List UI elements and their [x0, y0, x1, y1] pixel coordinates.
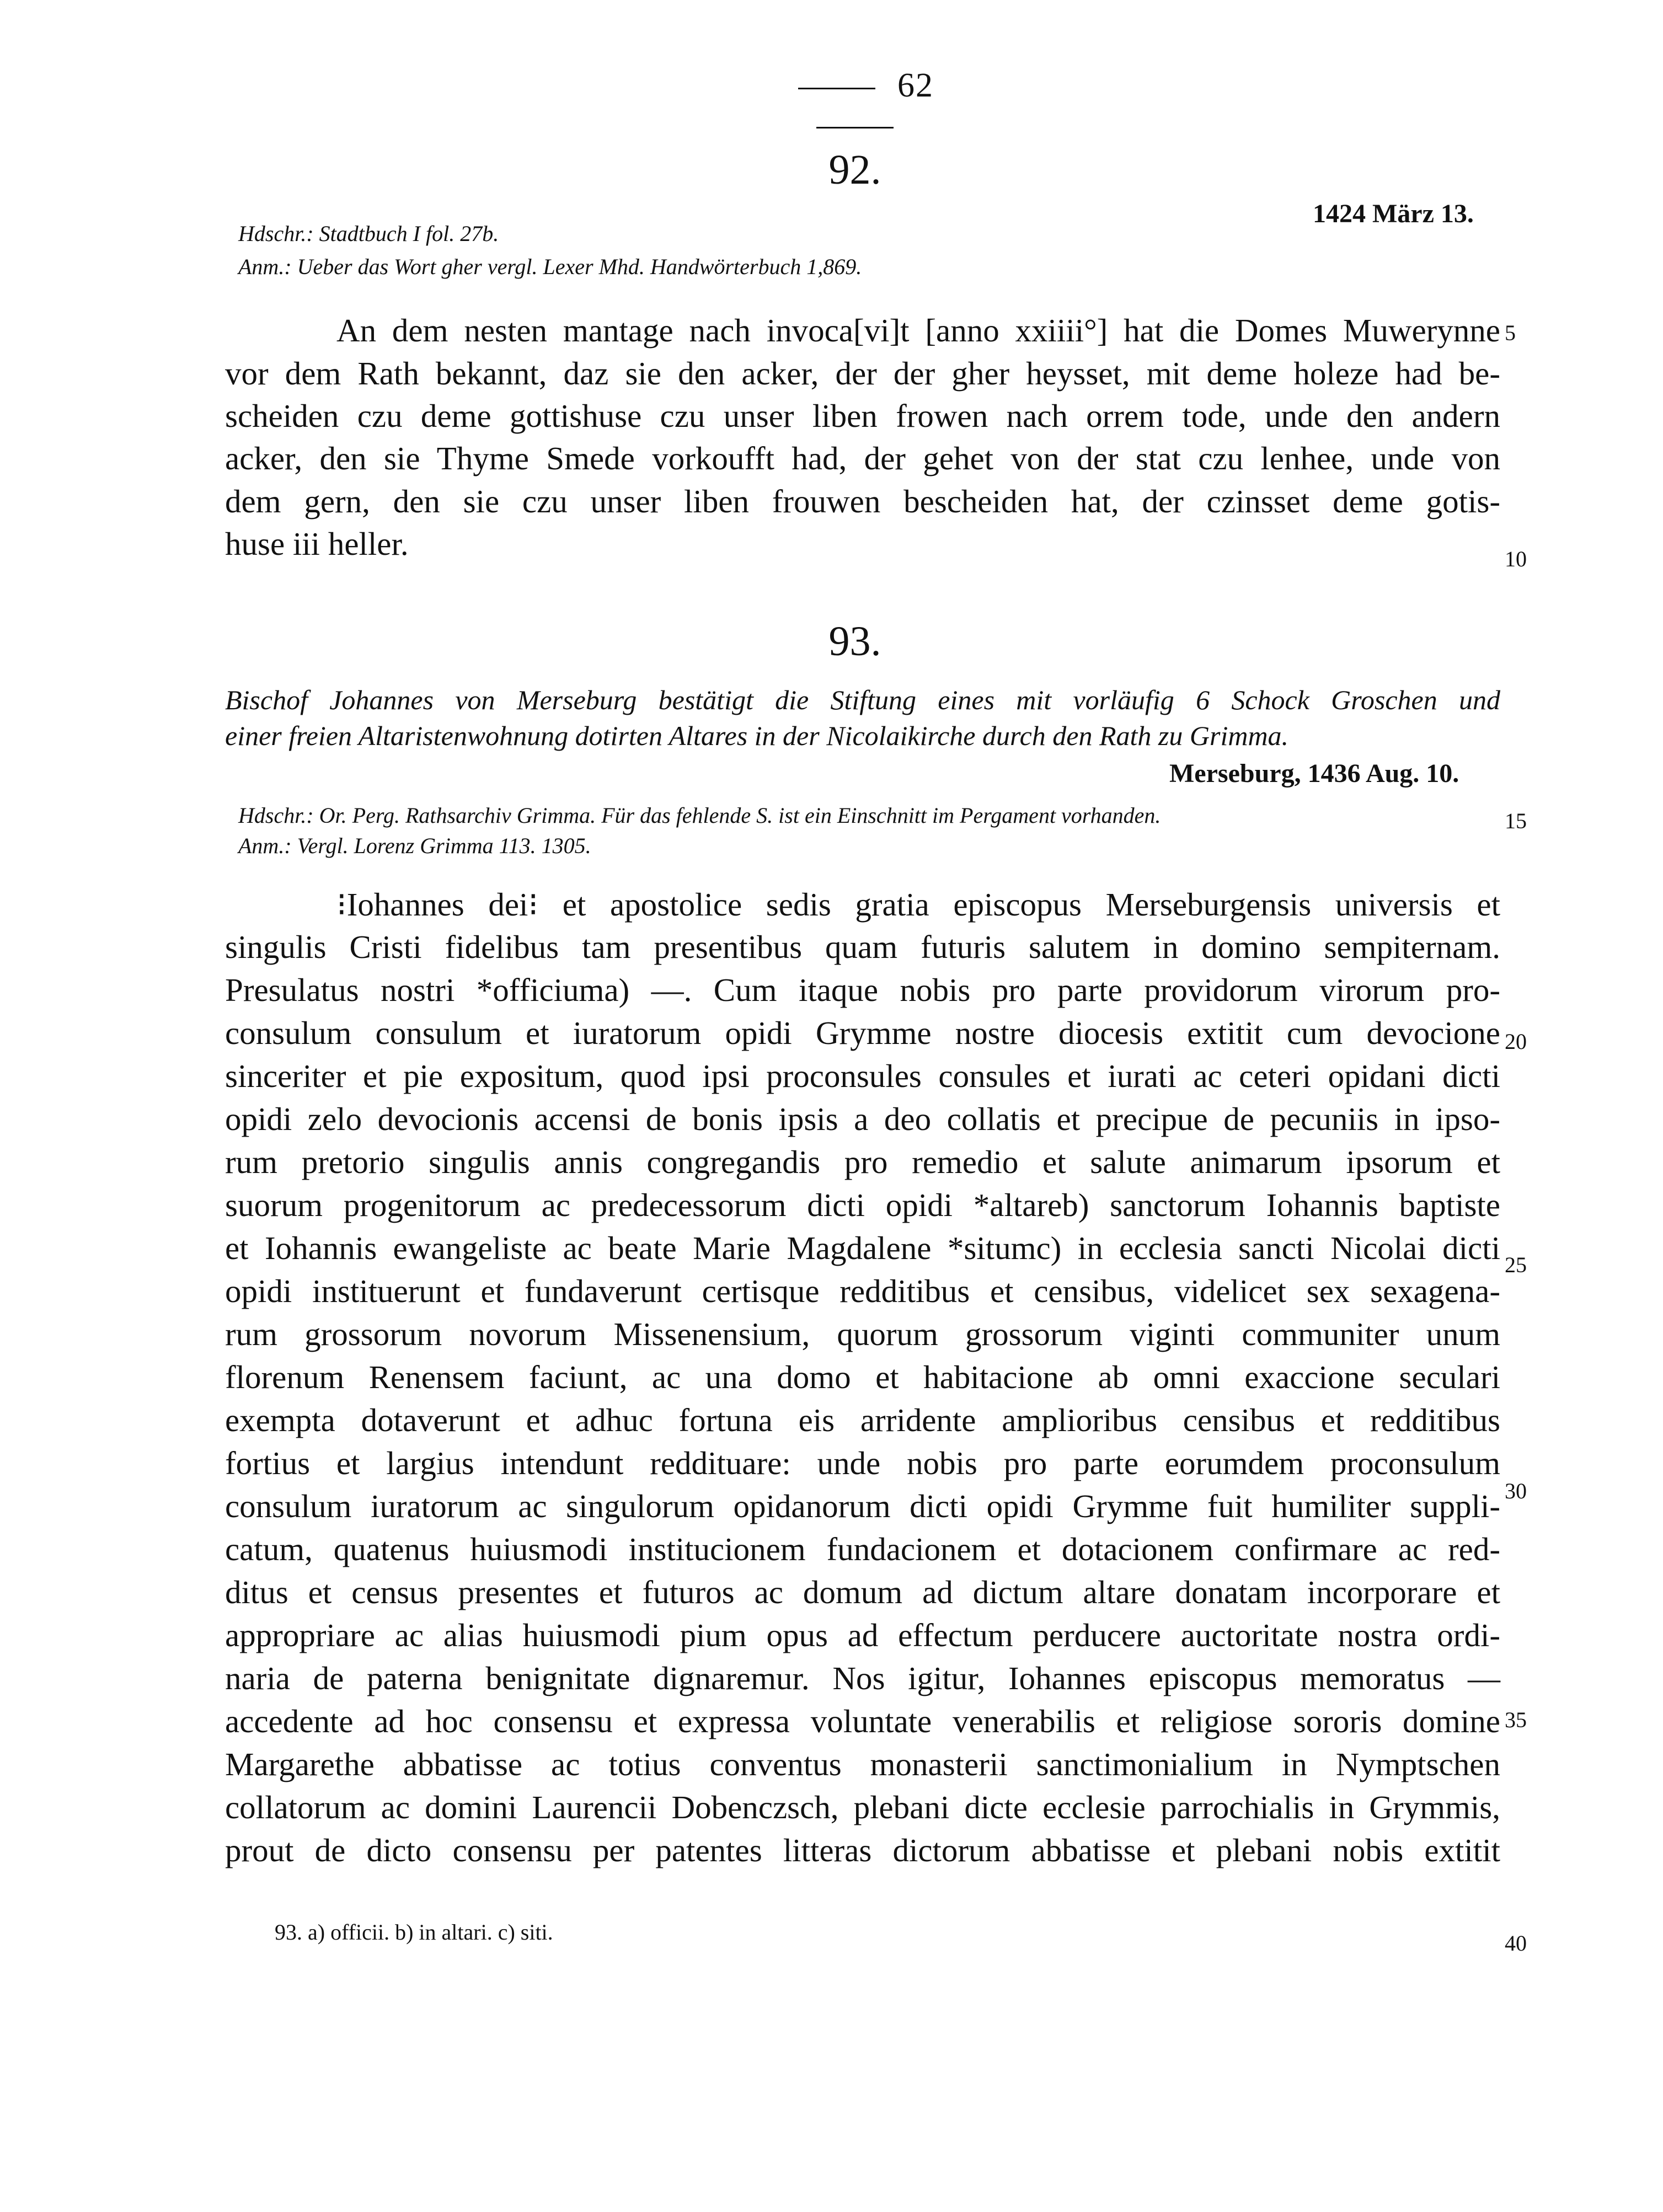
- line-number-35: 35: [1505, 1707, 1527, 1732]
- entry-93-source-note: Anm.: Vergl. Lorenz Grimma 113. 1305.: [238, 833, 591, 858]
- line-number-5: 5: [1505, 320, 1516, 345]
- entry-92-line-6: huse iii heller.: [225, 526, 409, 562]
- entry-93-line-17: ditus et census presentes et futuros ac domum ad dictum altare donatam incorporare et: [225, 1574, 1500, 1610]
- entry-93-number: 93.: [828, 618, 881, 665]
- line-number-20: 20: [1505, 1029, 1527, 1054]
- entry-92-line-1: An dem nesten mantage nach invoca[vi]t [anno xxiiii°] hat die Domes Muwerynne: [336, 312, 1500, 349]
- entry-93-line-15: consulum iuratorum ac singulorum opidanorum dicti opidi Grymme fuit humiliter suppli-: [225, 1488, 1500, 1524]
- entry-93-line-14: fortius et largius intendunt reddituare: unde nobis pro parte eorumdem proconsulum: [225, 1445, 1500, 1481]
- line-number-10: 10: [1505, 547, 1527, 571]
- entry-93-place-date: Merseburg, 1436 Aug. 10.: [1169, 759, 1459, 788]
- folio-rule-right: [816, 127, 894, 128]
- line-number-40: 40: [1505, 1931, 1527, 1956]
- entry-93-line-1: ⁝Iohannes dei⁝ et apostolice sedis gratia episcopus Merseburgensis universis et: [336, 886, 1500, 923]
- entry-92-source-manuscript: Hdschr.: Stadtbuch I fol. 27b.: [238, 221, 499, 246]
- entry-93-line-2: singulis Cristi fidelibus tam presentibus quam futuris salutem in domino sempiternam.: [225, 929, 1500, 965]
- entry-93-line-13: exempta dotaverunt et adhuc fortuna eis arridente amplioribus censibus et redditibus: [225, 1402, 1500, 1438]
- line-number-30: 30: [1505, 1479, 1527, 1503]
- entry-93-line-19: naria de paterna benignitate dignaremur. Nos igitur, Iohannes episcopus memoratus —: [225, 1660, 1500, 1696]
- folio-rule-left: [798, 88, 875, 89]
- entry-93-line-6: opidi zelo devocionis accensi de bonis ipsis a deo collatis et precipue de pecuniis in ipso-: [225, 1101, 1500, 1137]
- entry-93-line-11: rum grossorum novorum Missenensium, quorum grossorum viginti communiter unum: [225, 1316, 1500, 1352]
- entry-92-line-5: dem gern, den sie czu unser liben frouwen bescheiden hat, der czinsset deme gotis-: [225, 483, 1500, 519]
- folio-text: 62: [897, 67, 934, 104]
- entry-93-source-manuscript: Hdschr.: Or. Perg. Rathsarchiv Grimma. Für das fehlende S. ist ein Einschnitt im Pergament vorhanden.: [238, 803, 1161, 828]
- entry-92-line-2: vor dem Rath bekannt, daz sie den acker, der der gher heysset, mit deme holeze had be-: [225, 355, 1500, 392]
- entry-92-source-note: Anm.: Ueber das Wort gher vergl. Lexer Mhd. Handwörterbuch 1,869.: [238, 254, 862, 279]
- entry-93-line-5: sinceriter et pie expositum, quod ipsi proconsules consules et iurati ac ceteri opidani dicti: [225, 1058, 1500, 1094]
- entry-93-line-7: rum pretorio singulis annis congregandis pro remedio et salute animarum ipsorum et: [225, 1144, 1500, 1180]
- entry-93-line-12: florenum Renensem faciunt, ac una domo et habitacione ab omni exaccione seculari: [225, 1359, 1500, 1395]
- entry-93-line-22: collatorum ac domini Laurencii Dobenczsch, plebani dicte ecclesie parrochialis in Grymmis,: [225, 1789, 1500, 1825]
- entry-92-date: 1424 März 13.: [1313, 199, 1474, 228]
- entry-93-line-21: Margarethe abbatisse ac totius conventus monasterii sanctimonialium in Nymptschen: [225, 1746, 1500, 1782]
- entry-93-line-20: accedente ad hoc consensu et expressa voluntate venerabilis et religiose sororis domine: [225, 1703, 1500, 1739]
- footnote-apparatus: 93. a) officii. b) in altari. c) siti.: [275, 1920, 553, 1945]
- entry-93-line-23: prout de dicto consensu per patentes litteras dictorum abbatisse et plebani nobis extitit: [225, 1832, 1500, 1868]
- entry-93-line-4: consulum consulum et iuratorum opidi Grymme nostre diocesis extitit cum devocione: [225, 1015, 1500, 1051]
- entry-93-line-16: catum, quatenus huiusmodi institucionem fundacionem et dotacionem confirmare ac red-: [225, 1531, 1500, 1567]
- entry-93-line-10: opidi instituerunt et fundaverunt certisque redditibus et censibus, videlicet sex sexagena-: [225, 1273, 1500, 1309]
- entry-92-line-4: acker, den sie Thyme Smede vorkoufft had, der gehet von der stat czu lenhee, unde von: [225, 440, 1500, 476]
- line-number-25: 25: [1505, 1252, 1527, 1277]
- entry-93-regest-line-1: Bischof Johannes von Merseburg bestätigt die Stiftung eines mit vorläufig 6 Schock Groschen und: [225, 684, 1500, 715]
- entry-93-line-9: et Iohannis ewangeliste ac beate Marie Magdalene *situmc) in ecclesia sancti Nicolai dicti: [225, 1230, 1500, 1266]
- page-number: [717, 66, 993, 144]
- entry-93-line-8: suorum progenitorum ac predecessorum dicti opidi *altareb) sanctorum Iohannis baptiste: [225, 1187, 1500, 1223]
- entry-93-line-18: appropriare ac alias huiusmodi pium opus ad effectum perducere auctoritate nostra ordi-: [225, 1617, 1500, 1653]
- entry-92-number: 92.: [828, 147, 881, 193]
- entry-92-line-3: scheiden czu deme gottishuse czu unser liben frowen nach orrem tode, unde den andern: [225, 398, 1500, 434]
- line-number-15: 15: [1505, 808, 1527, 833]
- entry-93-line-3: Presulatus nostri *officiuma) —. Cum itaque nobis pro parte providorum virorum pro-: [225, 972, 1500, 1008]
- entry-93-regest-line-2: einer freien Altaristenwohnung dotirten Altares in der Nicolaikirche durch den Rath zu Grimma.: [225, 720, 1289, 751]
